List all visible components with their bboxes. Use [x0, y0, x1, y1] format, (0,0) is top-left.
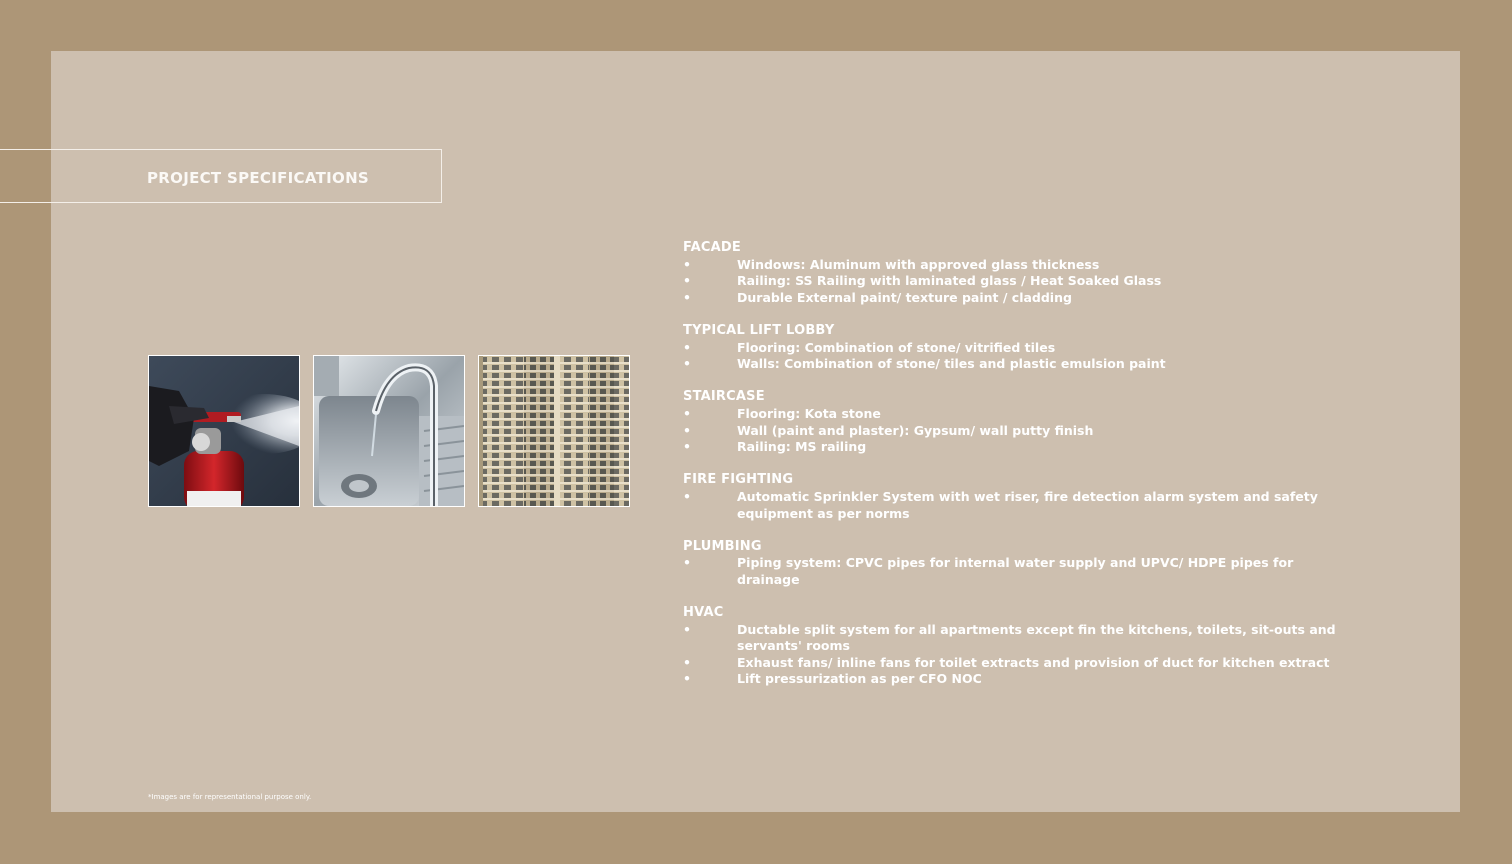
page-title: PROJECT SPECIFICATIONS — [147, 169, 370, 187]
list-item — [683, 356, 1343, 373]
item-text: Railing: MS railing — [737, 439, 867, 455]
bullet: • — [683, 273, 691, 289]
item-text: Windows: Aluminum with approved glass thickness — [737, 256, 1100, 272]
building-facade-photo — [478, 355, 630, 507]
bullet: • — [683, 289, 691, 305]
list-item — [683, 406, 1343, 423]
list-item — [683, 273, 1343, 290]
images-disclaimer: *Images are for representational purpose only. — [148, 793, 312, 801]
bullet: • — [683, 356, 691, 372]
section-title: FIRE FIGHTING — [683, 472, 794, 488]
section-title: HVAC — [683, 605, 724, 621]
bullet: • — [683, 671, 691, 687]
section-hvac — [683, 605, 1343, 688]
item-text: Flooring: Kota stone — [737, 405, 881, 421]
section-facade — [683, 240, 1343, 306]
bullet: • — [683, 555, 691, 571]
item-text: Exhaust fans/ inline fans for toilet extracts and provision of duct for kitchen extract — [737, 654, 1330, 670]
bullet: • — [683, 621, 691, 637]
list-item — [683, 555, 1343, 588]
section-fire-fighting — [683, 472, 1343, 522]
section-title: TYPICAL LIFT LOBBY — [683, 322, 835, 338]
list-item — [683, 439, 1343, 456]
item-text: Automatic Sprinkler System with wet riser, fire detection alarm system and safety equipment as per norms — [737, 488, 1318, 521]
bullet: • — [683, 422, 691, 438]
bullet: • — [683, 439, 691, 455]
section-title: PLUMBING — [683, 538, 762, 554]
section-plumbing — [683, 539, 1343, 589]
item-text: Piping system: CPVC pipes for internal water supply and UPVC/ HDPE pipes for drainage — [737, 555, 1294, 587]
list-item — [683, 290, 1343, 307]
bullet: • — [683, 654, 691, 670]
list-item — [683, 257, 1343, 274]
item-text: Lift pressurization as per CFO NOC — [737, 671, 982, 687]
list-item — [683, 423, 1343, 440]
list-item — [683, 340, 1343, 357]
item-text: Walls: Combination of stone/ tiles and plastic emulsion paint — [737, 356, 1166, 372]
kitchen-sink-faucet-photo — [313, 355, 465, 507]
list-item — [683, 671, 1343, 688]
list-item — [683, 622, 1343, 655]
section-typical-lift-lobby — [683, 323, 1343, 373]
section-staircase — [683, 389, 1343, 455]
section-title: STAIRCASE — [683, 389, 765, 405]
specifications-list — [683, 240, 1343, 705]
item-text: Railing: SS Railing with laminated glass / Heat Soaked Glass — [737, 273, 1162, 289]
fire-extinguisher-photo — [148, 355, 300, 507]
bullet: • — [683, 256, 691, 272]
bullet: • — [683, 488, 691, 504]
bullet: • — [683, 339, 691, 355]
list-item — [683, 489, 1343, 522]
bullet: • — [683, 405, 691, 421]
item-text: Durable External paint/ texture paint / cladding — [737, 289, 1072, 305]
section-title: FACADE — [683, 240, 741, 255]
item-text: Ductable split system for all apartments except fin the kitchens, toilets, sit-outs and servants' rooms — [737, 621, 1336, 654]
item-text: Wall (paint and plaster): Gypsum/ wall putty finish — [737, 422, 1094, 438]
item-text: Flooring: Combination of stone/ vitrified tiles — [737, 339, 1056, 355]
list-item — [683, 655, 1343, 672]
